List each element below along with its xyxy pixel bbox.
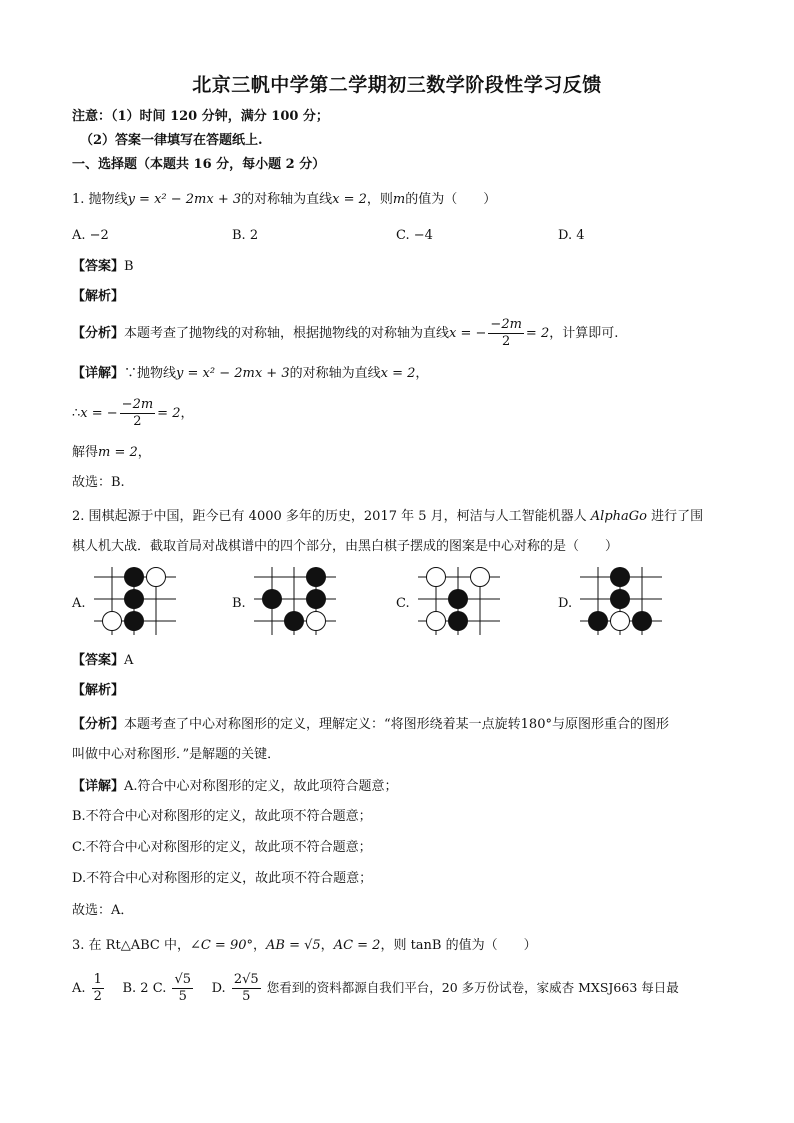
notes-line-2: （2）答案一律填写在答题纸上. <box>80 133 263 148</box>
q2-stem-2: 棋人机大战．截取首局对战棋谱中的四个部分，由黑白棋子摆成的图案是中心对称的是（ ） <box>72 539 619 554</box>
black-stone <box>124 567 144 587</box>
fraction: $\frac{-2m}{2}$ <box>490 317 522 349</box>
black-stone <box>610 589 630 609</box>
q1-option-c: C. −4 <box>396 228 433 243</box>
q2-choose: 故选：A． <box>72 903 134 918</box>
q1-fenxi: 【分析】本题考查了抛物线的对称轴，根据抛物线的对称轴为直线x = − $\frac{-2m}{2}$ = 2，计算即可. <box>72 317 619 349</box>
notes-prefix: 注意： <box>72 109 112 124</box>
q1-analysis-tag: 【解析】 <box>72 289 125 304</box>
q2-stem-1: 2. 围棋起源于中国，距今已有 4000 多年的历史，2017 年 5 月，柯洁与人工智能机器人 AlphaGo 进行了围 <box>72 509 704 524</box>
black-stone <box>588 611 608 631</box>
q1-choose: 故选：B. <box>72 475 125 490</box>
q3-stem: 3. 在 Rt△ABC 中，∠C = 90°，AB = √5，AC = 2，则 tanB 的值为（ ） <box>72 938 537 953</box>
q1-answer: 【答案】B <box>72 259 134 274</box>
q2-detail-d: D.不符合中心对称图形的定义，故此项不符合题意； <box>72 871 373 886</box>
white-stone <box>611 612 630 631</box>
q2-label-a: A. <box>72 596 86 611</box>
q2-fenxi-1: 【分析】本题考查了中心对称图形的定义，理解定义：“将图形绕着某一点旋转180°与原图形重合的图形 <box>72 717 669 732</box>
black-stone <box>284 611 304 631</box>
q2-label-b: B. <box>232 596 246 611</box>
page-title: 北京三帆中学第二学期初三数学阶段性学习反馈 <box>192 74 602 96</box>
black-stone <box>306 567 326 587</box>
q1-option-a: A. −2 <box>72 228 109 243</box>
q2-detail-c: C.不符合中心对称图形的定义，故此项不符合题意； <box>72 840 372 855</box>
black-stone <box>632 611 652 631</box>
black-stone <box>262 589 282 609</box>
q2-detail-a: 【详解】A.符合中心对称图形的定义，故此项符合题意； <box>72 779 398 794</box>
white-stone <box>471 568 490 587</box>
q2-fenxi-2: 叫做中心对称图形．”是解题的关键． <box>72 747 281 762</box>
watermark-text: 您看到的资料都源自我们平台，20 多万份试卷，家威杏 MXSJ663 每日最 <box>266 980 679 995</box>
q1-stem: 1. 抛物线y = x² − 2mx + 3的对称轴为直线x = 2，则m的值为（ ） <box>72 192 497 207</box>
notes-line-1 <box>72 108 329 126</box>
white-stone <box>427 612 446 631</box>
q1-detail: 【详解】∵抛物线y = x² − 2mx + 3的对称轴为直线x = 2， <box>72 366 429 381</box>
q2-label-c: C. <box>396 596 410 611</box>
q1-solve: 解得m = 2， <box>72 445 151 460</box>
white-stone <box>307 612 326 631</box>
q3-options: A. $\frac{1}{2}$ B. 2 C. $\frac{√5}{5}$ D. $\frac{2√5}{5}$ 您看到的资料都源自我们平台，20 多万份试卷，家威杏 MXSJ663 每日最 <box>72 972 679 1004</box>
section-heading: 一、选择题（本题共 16 分，每小题 2 分） <box>72 157 326 172</box>
black-stone <box>306 589 326 609</box>
q2-detail-b: B.不符合中心对称图形的定义，故此项不符合题意； <box>72 809 372 824</box>
q2-label-d: D. <box>558 596 573 611</box>
go-board-a <box>90 565 180 637</box>
go-board-b <box>250 565 340 637</box>
go-board-d <box>576 565 666 637</box>
black-stone <box>124 611 144 631</box>
white-stone <box>103 612 122 631</box>
black-stone <box>610 567 630 587</box>
black-stone <box>124 589 144 609</box>
q1-option-d: D. 4 <box>558 228 585 243</box>
white-stone <box>147 568 166 587</box>
q1-option-b: B. 2 <box>232 228 259 243</box>
black-stone <box>448 589 468 609</box>
q2-analysis-tag: 【解析】 <box>72 683 125 698</box>
white-stone <box>427 568 446 587</box>
black-stone <box>448 611 468 631</box>
q1-therefore: ∴x = − $\frac{-2m}{2}$ = 2， <box>72 397 194 429</box>
q2-answer: 【答案】A <box>72 653 134 668</box>
go-board-c <box>414 565 504 637</box>
notes-time: （1）时间 120 分钟，满分 100 分； <box>111 109 329 124</box>
